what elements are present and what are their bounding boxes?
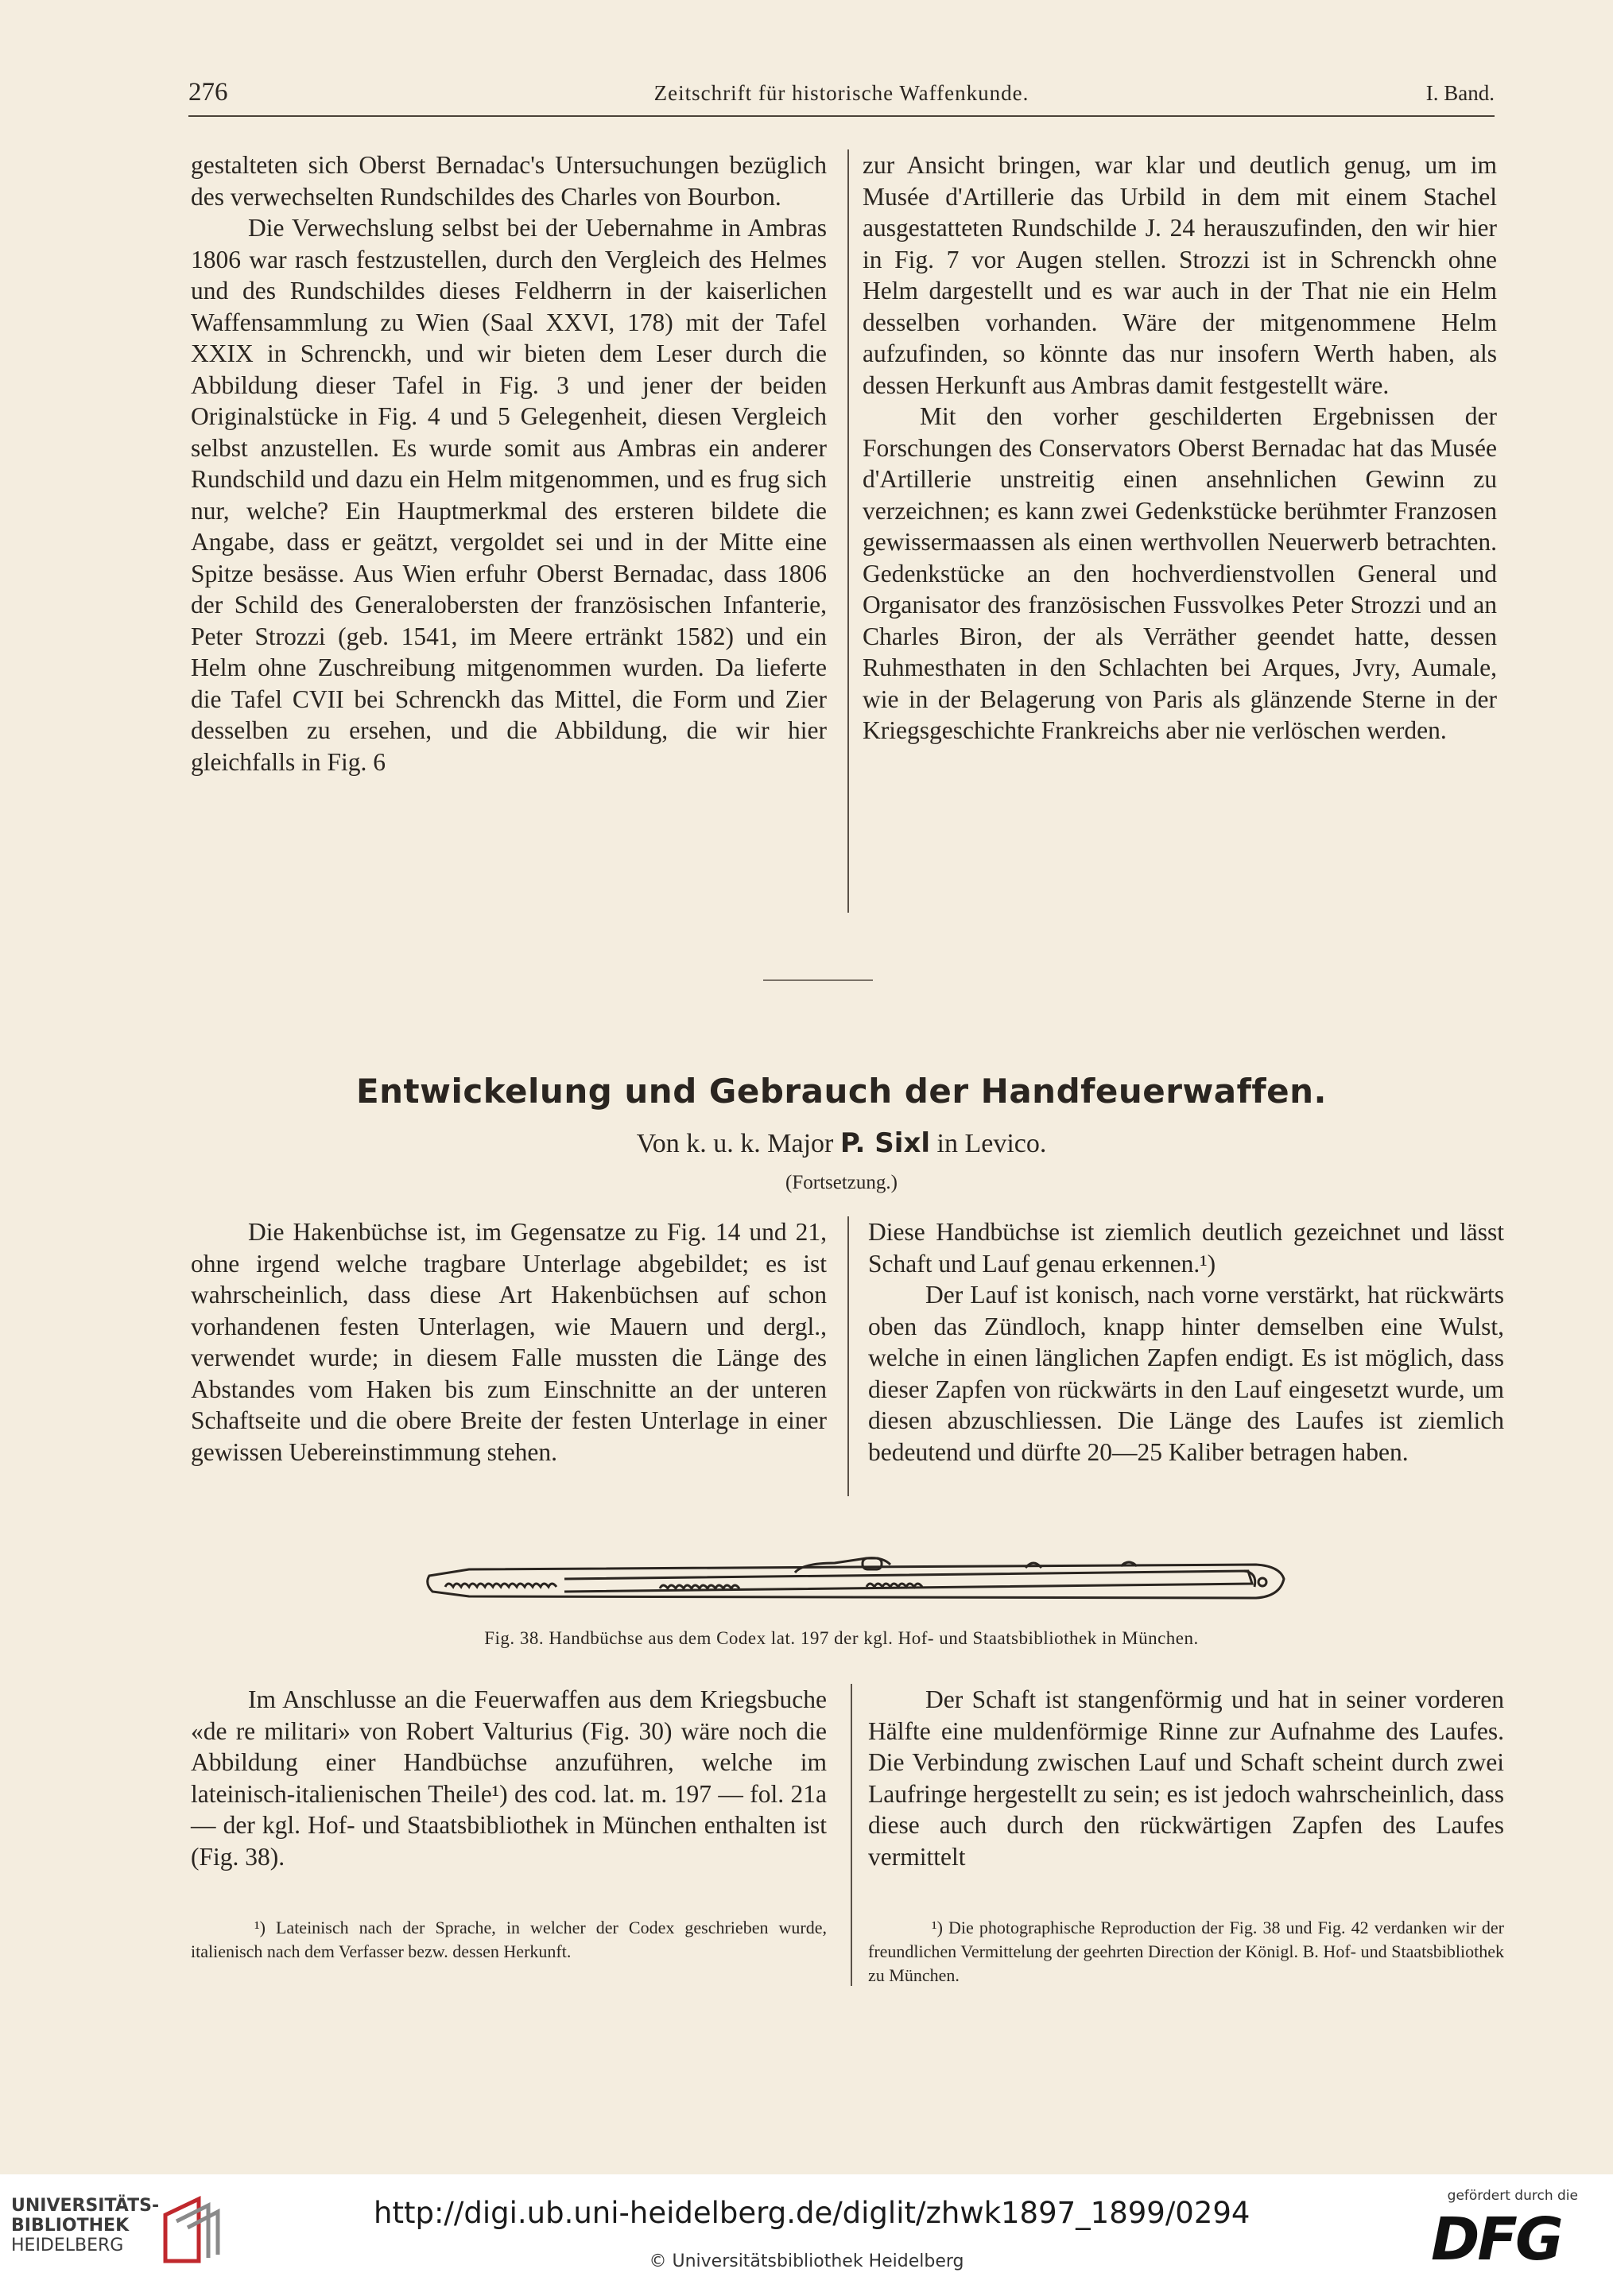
permalink-url[interactable]: http://digi.ub.uni-heidelberg.de/diglit/zhwk1897_1899/0294 [374, 2196, 1250, 2230]
journal-title: Zeitschrift für historische Waffenkunde. [653, 81, 1029, 105]
dfg-logo: DFG [1431, 2205, 1561, 2274]
author-name: P. Sixl [839, 1127, 931, 1159]
footnote-text: ¹) Die photographische Reproduction der Fig. 38 und Fig. 42 verdanken wir der freundlichen Vermittelung der geehrten Direction der Königl. B. Hof- und Staatsbibliothek zu München. [868, 1918, 1504, 1985]
funding-label: gefördert durch die [1447, 2188, 1578, 2204]
paragraph: gestalteten sich Oberst Bernadac's Untersuchungen bezüglich des verwechselten Rundschildes des Charles von Bourbon. [191, 151, 827, 211]
paragraph: Mit den vorher geschilderten Ergebnissen der Forschungen des Conservators Oberst Bernadac hat das Musée d'Artillerie unstreitig einen ansehnlichen Gewinn zu verzeichnen; es kann zwei Gedenkstücke berühmter Franzosen gewissermaassen als einen werthvollen Neuerwerb betrachten. Gedenkstücke an den hochverdienstvollen General und Organisator des französischen Fussvolkes Peter Strozzi und an Charles Biron, der als Verräther geendet hatte, dessen Ruhmesthaten in den Schlachten bei Arques, Jvry, Aumale, wie in der Belagerung von Paris als glänzende Sterne in der Kriegsgeschichte Frankreichs aber nie verlöschen werden. [863, 402, 1497, 744]
article2-lower-right-column [868, 1684, 1504, 1872]
header-rule [188, 115, 1495, 117]
article2-lower-left-column [191, 1684, 827, 1872]
article1-left-column [191, 149, 827, 778]
paragraph: Der Lauf ist konisch, nach vorne verstärkt, hat rückwärts oben das Zündloch, knapp hinter demselben eine Wulst, welche in einen länglichen Zapfen endigt. Es ist möglich, dass dieser Zapfen von rückwärts in den Lauf eingesetzt wurde, um diesen abzuschliessen. Die Länge des Laufes ist ziemlich bedeutend und dürfte 20—25 Kaliber betragen haben. [868, 1281, 1504, 1466]
continuation-note: (Fortsetzung.) [785, 1172, 898, 1193]
footnote-right [868, 1916, 1504, 1988]
library-name [11, 2196, 159, 2255]
figure-caption: Fig. 38. Handbüchse aus dem Codex lat. 197 der kgl. Hof- und Staatsbibliothek in München. [484, 1628, 1199, 1648]
library-name-line: HEIDELBERG [11, 2236, 124, 2255]
column-rule [847, 149, 849, 913]
paragraph: Der Schaft ist stangenförmig und hat in seiner vorderen Hälfte eine muldenförmige Rinne zur Aufnahme des Laufes. Die Verbindung zwischen Lauf und Schaft scheint durch zwei Laufringe hergestellt zu sein; es ist jedoch wahrscheinlich, dass diese auch durch den rückwärtigen Zapfen des Laufes vermittelt [868, 1685, 1504, 1871]
paragraph: zur Ansicht bringen, war klar und deutlich genug, um im Musée d'Artillerie das Urbild in dem mit einem Stachel ausgestatteten Rundschilde J. 24 herauszufinden, den wir hier in Fig. 7 vor Augen stellen. Strozzi ist in Schrenckh ohne Helm dargestellt und es war auch in der That nie ein Helm desselben vorhanden. Wäre der mitgenommene Helm aufzufinden, so könnte das nur insofern Werth haben, als dessen Herkunft aus Ambras damit festgestellt wäre. [863, 151, 1497, 399]
viewer-footer [0, 2174, 1613, 2296]
byline-suffix: in Levico. [936, 1129, 1047, 1158]
paragraph: Diese Handbüchse ist ziemlich deutlich gezeichnet und lässt Schaft und Lauf genau erkennen.¹) [868, 1218, 1504, 1278]
article1-right-column [863, 149, 1497, 747]
paragraph: Die Verwechslung selbst bei der Uebernahme in Ambras 1806 war rasch festzustellen, durch den Vergleich des Helmes und des Rundschildes dieses Feldherrn in der kaiserlichen Waffensammlung zu Wien (Saal XXVI, 178) mit der Tafel XXIX in Schrenckh, und wir bieten dem Leser durch die Abbildung dieser Tafel in Fig. 3 und jener der beiden Originalstücke in Fig. 4 und 5 Gelegenheit, diesen Vergleich selbst anzustellen. Es wurde somit aus Ambras ein anderer Rundschild und dazu ein Helm mitgenommen, und es frug sich nur, welche? Ein Hauptmerkmal des ersteren bildete die Angabe, dass er geätzt, vergoldet sei und in der Mitte eine Spitze besässe. Aus Wien erfuhr Oberst Bernadac, dass 1806 der Schild des Generalobersten der französischen Infanterie, Peter Strozzi (geb. 1541, im Meere ertränkt 1582) und ein Helm ohne Zuschreibung mitgenommen wurden. Da lieferte die Tafel CVII bei Schrenckh das Mittel, die Form und Zier desselben zu ersehen, und die Abbildung, die wir hier gleichfalls in Fig. 6 [191, 214, 827, 776]
paragraph: Im Anschlusse an die Feuerwaffen aus dem Kriegsbuche «de re militari» von Robert Valturius (Fig. 30) wäre noch die Abbildung einer Handbüchse anzuführen, welche im lateinisch-italienischen Theile¹) des cod. lat. m. 197 — fol. 21a — der kgl. Hof- und Staatsbibliothek in München enthalten ist (Fig. 38). [191, 1685, 827, 1871]
column-rule [847, 1216, 849, 1496]
column-rule [851, 1684, 852, 1986]
article2-upper-right-column [868, 1216, 1504, 1468]
byline [188, 1127, 1495, 1159]
page-number: 276 [188, 78, 228, 107]
article2-upper-left-column [191, 1216, 827, 1468]
article-title: Entwickelung und Gebrauch der Handfeuerwaffen. [355, 1072, 1328, 1111]
library-name-line: BIBLIOTHEK [11, 2216, 130, 2236]
footnote-text: ¹) Lateinisch nach der Sprache, in welcher der Codex geschrieben wurde, italienisch nach dem Verfasser bezw. dessen Herkunft. [191, 1918, 827, 1961]
library-name-line: UNIVERSITÄTS- [11, 2196, 160, 2216]
paragraph: Die Hakenbüchse ist, im Gegensatze zu Fig. 14 und 21, ohne irgend welche tragbare Unterlage abgebildet; es ist wahrscheinlich, dass diese Art Hakenbüchsen auf schon vorhandenen festen Unterlagen, wie Mauern und dergl., verwendet wurde; in diesem Falle mussten die Länge des Abstandes vom Haken bis zum Einschnitte an der unteren Schaftseite und die obere Breite der festen Unterlage in einer gewissen Uebereinstimmung stehen. [191, 1218, 827, 1466]
copyright-notice: © Universitätsbibliothek Heidelberg [649, 2251, 964, 2271]
handgun-illustration [421, 1534, 1296, 1614]
section-divider [763, 979, 873, 981]
running-header [188, 78, 1495, 113]
volume-label: I. Band. [1425, 81, 1495, 105]
footnote-left [191, 1916, 827, 1964]
byline-prefix: Von k. u. k. Major [636, 1129, 834, 1158]
